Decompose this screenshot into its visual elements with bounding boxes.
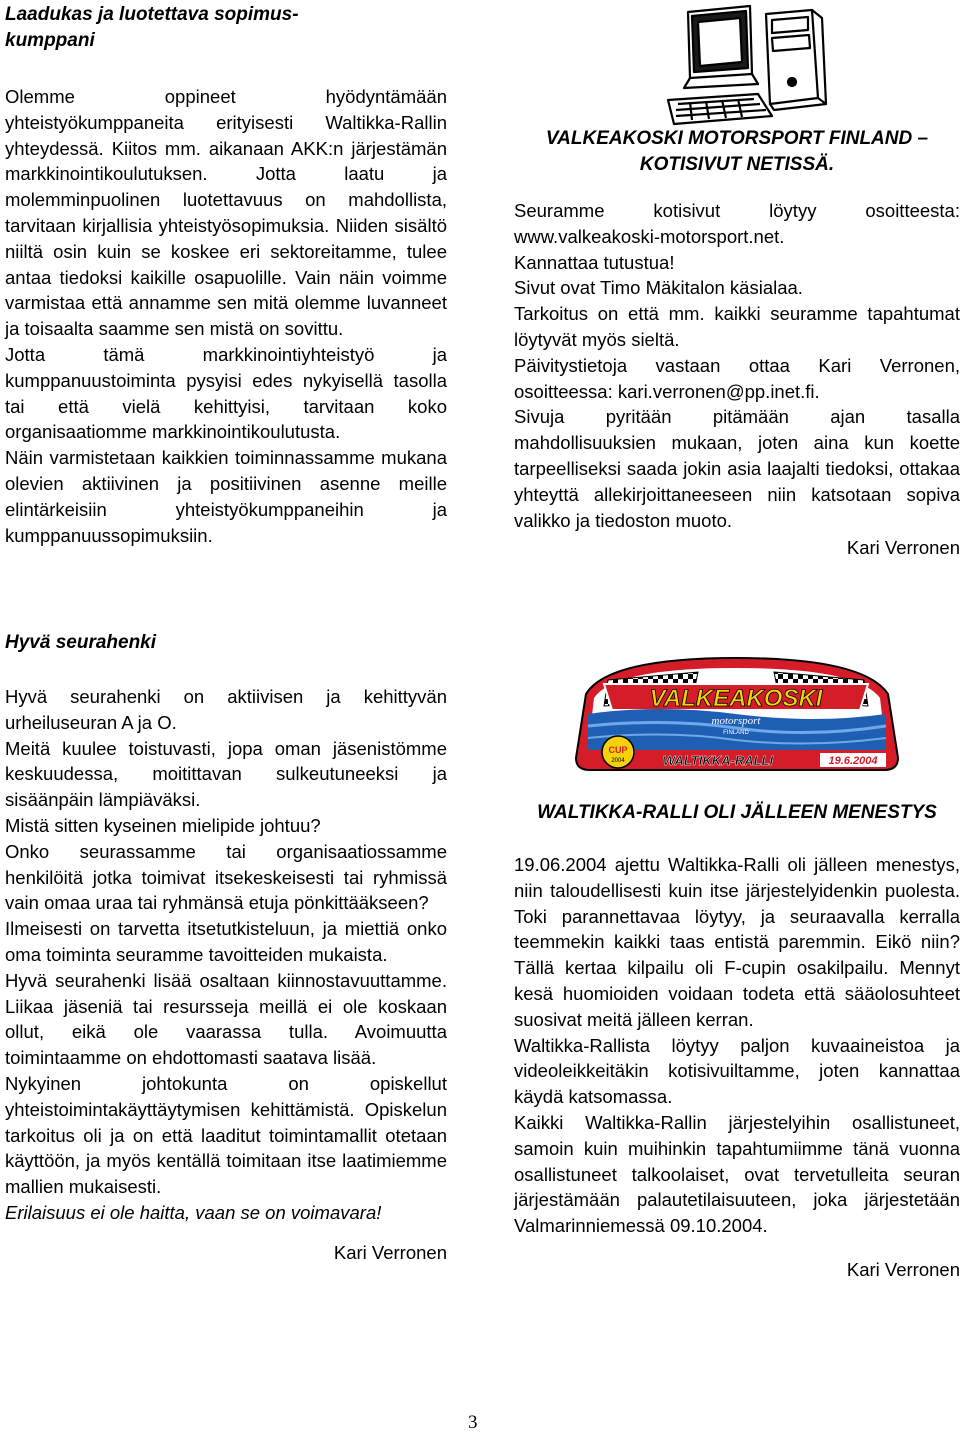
logo-sub-text: motorsport <box>711 715 761 727</box>
paragraph: Päivitystietoja vastaan ottaa Kari Verronen, osoitteessa: kari.verronen@pp.inet.fi. <box>514 354 960 402</box>
computer-icon <box>662 4 830 128</box>
paragraph: Kannattaa tutustua! <box>514 251 675 273</box>
logo-cup-text: CUP <box>608 745 628 755</box>
closing-statement: Erilaisuus ei ole haitta, vaan se on voimavara! <box>5 1201 382 1223</box>
left-section-club-spirit <box>5 630 447 1266</box>
right-section-rally <box>514 800 960 1283</box>
paragraph: Waltikka-Rallista löytyy paljon kuvaaineistoa ja videoleikkeitäkin kotisivuiltamme, joten kannattaa käydä katsomassa. <box>514 1034 960 1108</box>
heading-line-2: kumppani <box>5 30 95 51</box>
paragraph: Hyvä seurahenki on aktiivisen ja kehittyvän urheiluseuran A ja O. <box>5 686 447 733</box>
left-section-cooperation <box>5 2 447 548</box>
heading-line-1: Laadukas ja luotettava sopimus- <box>5 4 299 25</box>
paragraph: Mistä sitten kyseinen mielipide johtuu? <box>5 814 321 836</box>
logo-rally-text: WALTIKKA-RALLI <box>662 753 774 768</box>
signature: Kari Verronen <box>846 537 960 559</box>
logo-name-text: VALKEAKOSKI <box>649 685 823 712</box>
paragraph: Meitä kuulee toistuvasti, jopa oman jäsenistömme keskuudessa, moitittavan sulkeutuneeksi ja sisäänpäin lämpiäväksi. <box>5 737 447 811</box>
paragraph: Sivuja pyritään pitämään ajan tasalla mahdollisuuksien mukaan, joten aina kun koette tarpeelliseksi saada jokin asia laajalti tiedoksi, ottakaa yhteyttä allekirjoittaneeseen niin katsotaan sopiva valikko ja tiedoston muoto. <box>514 406 960 531</box>
paragraph: Onko seurassamme tai organisaatiossamme henkilöitä jotka toimivat itsekeskeisesti tai ryhmissä vain omaa uraa tai ryhmänsä etuja pönkittääkseen? <box>5 840 447 914</box>
page-number: 3 <box>468 1412 478 1433</box>
paragraph: Tarkoitus on että mm. kaikki seuramme tapahtumat löytyvät myös sieltä. <box>514 303 960 350</box>
section-heading <box>5 2 447 54</box>
paragraph: Olemme oppineet hyödyntämään yhteistyökumppaneita erityisesti Waltikka-Rallin yhteydessä. Kiitos mm. aikanaan AKK:n järjestämän markkinointikoulutuksen. Jotta laatu ja molemminpuolinen luotettavuus on mahdollista, tarvitaan kirjallisia yhteistyösopimuksia. Niiden sisältö niiltä osin kuin se koskee eri sektoreitamme, tulee antaa tiedoksi kaikille osapuolille. Vain näin voimme varmistaa että annamme sen mitä olemme luvanneet ja toisaalta saamme sen mistä on sovittu. <box>5 86 447 340</box>
paragraph: 19.06.2004 ajettu Waltikka-Ralli oli jälleen menestys, niin taloudellisesti kuin itse järjestelyidenkin puolesta. Toki parannettavaa löytyy, ja seuraavalla kerralla teemmekin kaikki taas entistä paremmin. Eikö niin? Tällä kertaa kilpailu oli F-cupin osakilpailu. Mennyt kesä huomioiden voidaan todeta että sääolosuhteet suosivat meitä jälleen kerran. <box>514 854 960 1030</box>
logo-country-text: FINLAND <box>723 730 749 736</box>
section-heading: WALTIKKA-RALLI OLI JÄLLEEN MENESTYS <box>537 802 937 823</box>
paragraph: Sivut ovat Timo Mäkitalon käsialaa. <box>514 277 803 299</box>
right-section-website <box>514 126 960 561</box>
signature: Kari Verronen <box>333 1241 447 1263</box>
section-heading: Hyvä seurahenki <box>5 632 157 653</box>
logo-date-text: 19.6.2004 <box>828 755 878 767</box>
paragraph: Kaikki Waltikka-Rallin järjestelyihin osallistuneet, samoin kuin muihinkin tapahtumiimme tänä vuonna osallistuneet talkoolaiset, ovat tervetulleita seuran järjestämään palautetilaisuuteen, joka järjestetään Valmarinniemessä 09.10.2004. <box>514 1111 960 1237</box>
section-heading: VALKEAKOSKI MOTORSPORT FINLAND – KOTISIVUT NETISSÄ. <box>545 128 929 175</box>
paragraph: Näin varmistetaan kaikkien toiminnassamme mukana olevien aktiivinen ja positiivinen asenne meille elintärkeisiin yhteistyökumppaneihin ja kumppanuussopimuksiin. <box>5 447 447 546</box>
paragraph: Hyvä seurahenki lisää osaltaan kiinnostavuuttamme. Liikaa jäseniä tai resursseja meillä ei ole koskaan ollut, eikä ole vaarassa tulla. Avoimuutta toimintaamme on ehdottomasti saatava lisää. <box>5 969 447 1069</box>
rally-logo <box>568 654 905 774</box>
paragraph: Ilmeisesti on tarvetta itsetutkisteluun, ja miettiä onko oma toiminta seuramme tavoitteiden mukaista. <box>5 918 447 965</box>
logo-cup-year: 2004 <box>611 758 625 764</box>
paragraph: Jotta tämä markkinointiyhteistyö ja kumppanuustoiminta pysyisi edes nykyisellä tasolla tai että vielä kehittyisi, tarvitaan koko organisaatiomme markkinointikoulutusta. <box>5 343 447 443</box>
paragraph: Seuramme kotisivut löytyy osoitteesta: www.valkeakoski-motorsport.net. <box>514 200 960 247</box>
signature: Kari Verronen <box>846 1258 960 1280</box>
paragraph: Nykyinen johtokunta on opiskellut yhteistoimintakäyttäytymisen kehittämistä. Opiskelun tarkoitus oli ja on että laaditut toimintamallit otetaan käyttöön, ja myös kentällä toimitaan itse laatimiemme mallien mukaisesti. <box>5 1072 447 1198</box>
